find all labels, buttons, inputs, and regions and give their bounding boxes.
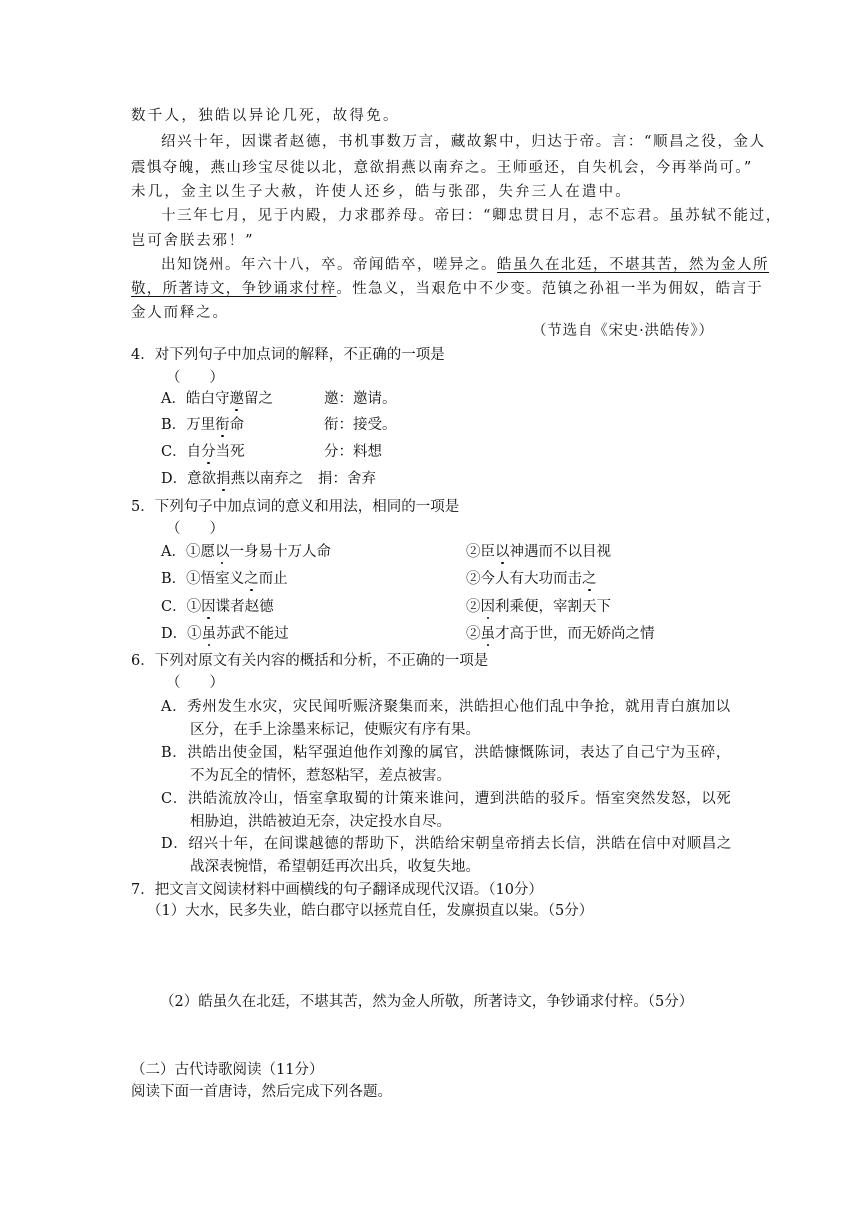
option-6d: D．绍兴十年，在间谍越德的帮助下，洪皓给宋朝皇帝捎去长信，洪皓在信中对顺昌之 xyxy=(161,836,732,852)
passage-line: 数千人，独皓以异论几死，故得免。 xyxy=(131,108,400,124)
option-5d-left: D．①虽苏武不能过 xyxy=(161,626,289,642)
option-6b-cont: 不为瓦全的情怀，惹怒粘罕，差点被害。 xyxy=(190,768,451,784)
option-5a-right: ②臣以神遇而不以目视 xyxy=(466,544,611,560)
question-5-stem: 5．下列句子中加点词的意义和用法，相同的一项是 xyxy=(131,499,460,515)
section-heading: （二）古代诗歌阅读（11分） xyxy=(131,1062,324,1078)
option-4d-gloss: 捐：舍弃 xyxy=(318,471,376,487)
option-6c: C．洪皓流放冷山，悟室拿取蜀的计策来谁问，遭到洪皓的驳斥。悟室突然发怒，以死 xyxy=(161,791,732,807)
option-4b: B．万里衔命 xyxy=(161,417,245,433)
option-5c-right: ②因利乘便，宰割天下 xyxy=(466,599,611,615)
passage-line: 十三年七月，见于内殿，力求郡养母。帝曰：“卿忠贯日月，志不忘君。虽苏轼不能过， xyxy=(161,208,782,224)
passage-line: 未几，金主以生子大赦，许使人还乡，皓与张邵，失弁三人在遣中。 xyxy=(131,184,632,200)
option-4d: D．意欲捐燕以南弃之 xyxy=(161,471,304,487)
option-4b-gloss: 衔：接受。 xyxy=(324,417,397,433)
answer-bracket: （ ） xyxy=(166,675,224,691)
option-6a: A．秀州发生水灾，灾民闻听赈济聚集而来，洪皓担心他们乱中争抢，就用青白旗加以 xyxy=(161,699,731,715)
question-7-sub2: （2）皓虽久在北廷，不堪其苦，然为金人所敬，所著诗文，争钞诵求付梓。（5分） xyxy=(160,994,694,1010)
option-4a: A．皓白守邀留之 xyxy=(161,391,273,407)
question-4-stem: 4．对下列句子中加点词的解释，不正确的一项是 xyxy=(131,347,445,363)
question-6-stem: 6．下列对原文有关内容的概括和分析，不正确的一项是 xyxy=(131,653,489,669)
option-5b-left: B．①悟室义之而止 xyxy=(161,571,288,587)
option-4a-gloss: 邀：邀请。 xyxy=(324,391,397,407)
option-5a-left: A．①愿以一身易十万人命 xyxy=(161,544,331,560)
passage-line: 金人而释之。 xyxy=(131,305,229,321)
passage-text: 。性急义，当艰危中不少变。范镇之孙祖一半为佣奴，皓言于 xyxy=(336,281,764,297)
passage-line: 绍兴十年，因谍者赵德，书机事数万言，藏故絮中，归达于帝。言：“顺昌之役，金人 xyxy=(161,134,766,150)
answer-bracket: （ ） xyxy=(166,521,224,537)
option-6b: B．洪皓出使金国，粘罕强迫他作刘豫的属官，洪皓慷慨陈词，表达了自己宁为玉碎， xyxy=(161,745,731,761)
option-6a-cont: 区分，在手上涂墨来标记，使赈灾有序有果。 xyxy=(190,722,480,738)
option-6d-cont: 战深表惋惜，希望朝廷再次出兵，收复失地。 xyxy=(190,859,480,875)
option-4c-gloss: 分：料想 xyxy=(324,444,382,460)
option-5d-right: ②虽才高于世，而无娇尚之情 xyxy=(466,626,655,642)
option-5b-right: ②今人有大功而击之 xyxy=(466,571,597,587)
source-citation: （节选自《宋史·洪皓传》） xyxy=(532,323,714,339)
passage-line: 震惧夺魄，燕山珍宝尽徙以北，意欲捐燕以南弃之。王师亟还，自失机会，今再举尚可。” xyxy=(131,160,753,176)
section-instruction: 阅读下面一首唐诗，然后完成下列各题。 xyxy=(131,1084,392,1100)
answer-bracket: （ ） xyxy=(166,370,224,386)
passage-line xyxy=(161,255,769,275)
passage-line xyxy=(131,279,763,299)
underlined-sentence: 皓虽久在北廷，不堪其苦，然为金人所 xyxy=(497,257,769,273)
option-4c: C．自分当死 xyxy=(161,444,245,460)
question-7-stem: 7．把文言文阅读材料中画横线的句子翻译成现代汉语。（10分） xyxy=(131,882,543,898)
option-5c-left: C．①因谍者赵德 xyxy=(161,599,274,615)
question-7-sub1: （1）大水，民多失业，皓白郡守以拯荒自任，发廪损直以粜。（5分） xyxy=(147,903,594,919)
option-6c-cont: 相胁迫，洪皓被迫无奈，决定投水自尽。 xyxy=(190,814,451,830)
passage-text: 出知饶州。年六十八，卒。帝闻皓卒，嗟异之。 xyxy=(161,257,497,273)
underlined-sentence: 敬，所著诗文，争钞诵求付梓 xyxy=(131,281,337,297)
passage-line: 岂可舍朕去邪！” xyxy=(131,233,255,249)
